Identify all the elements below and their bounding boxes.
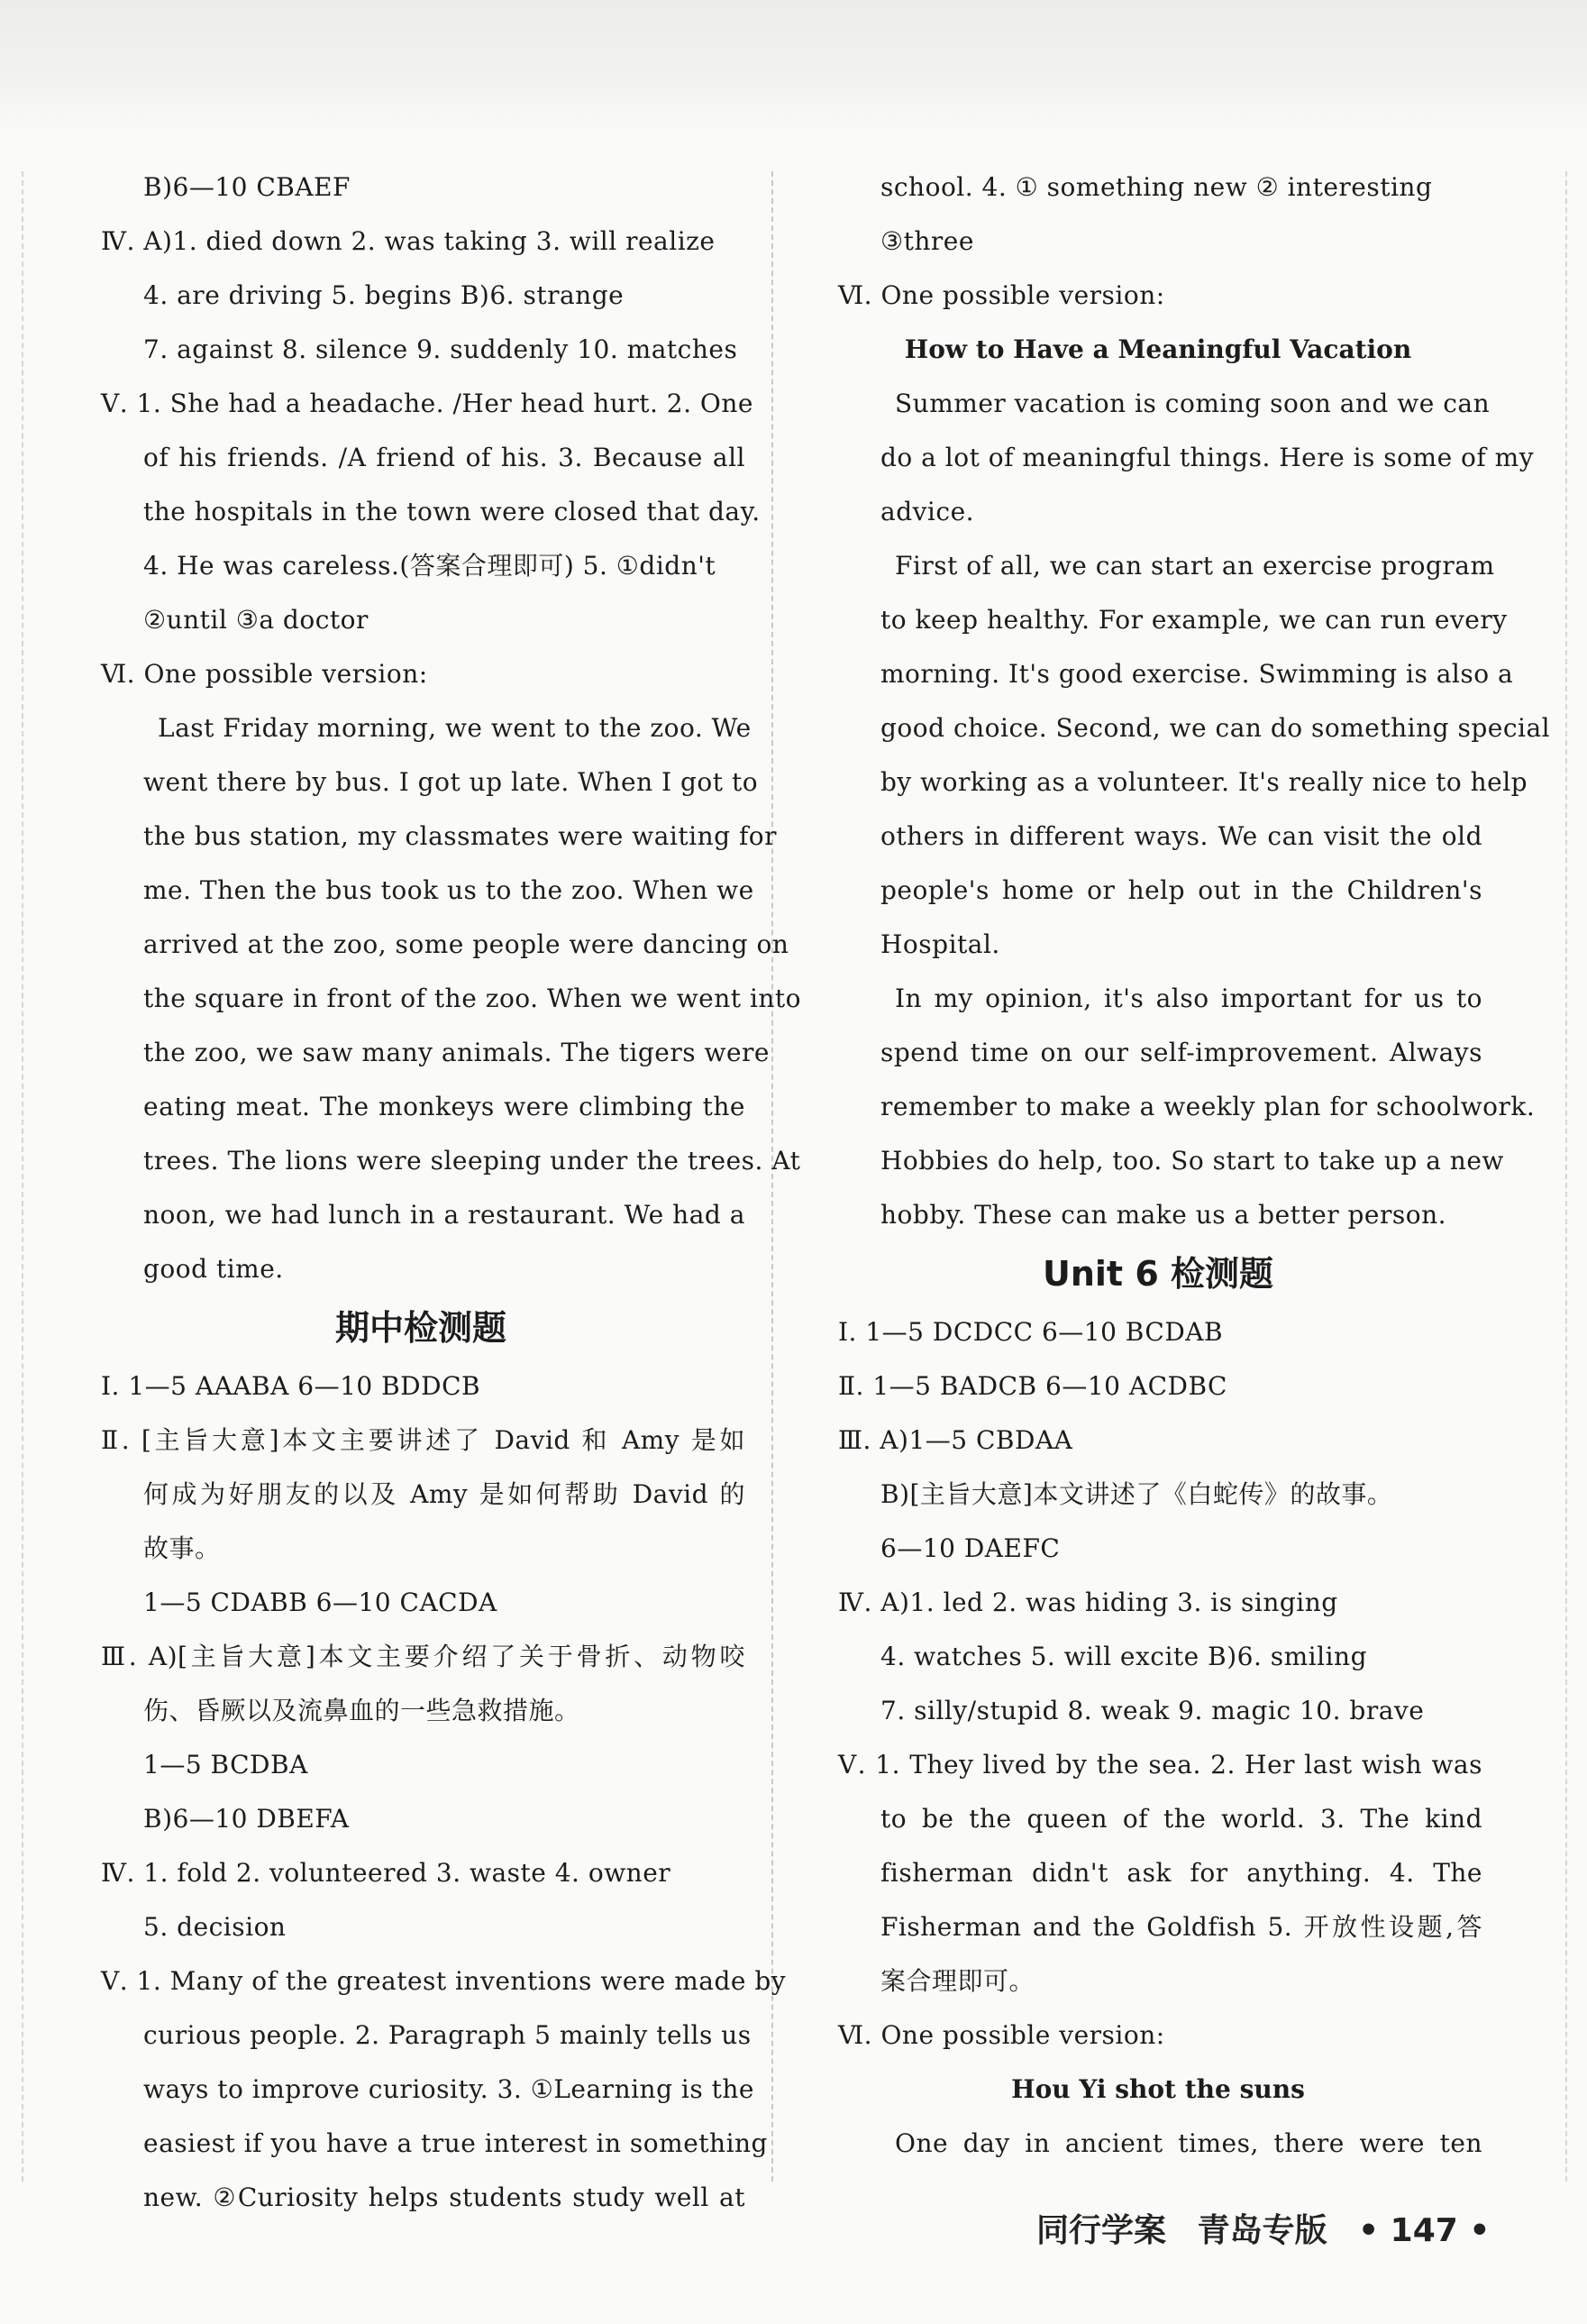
right-column-line: school. 4. ① something new ② interesting — [880, 172, 1433, 202]
footer-edition: 青岛专版 — [1197, 2212, 1327, 2249]
left-column-line: easiest if you have a true interest in something — [143, 2128, 768, 2158]
left-column-line: 5. decision — [143, 1912, 287, 1942]
left-column-line: B)6—10 CBAEF — [143, 172, 351, 202]
left-column-line: Ⅴ. 1. Many of the greatest inventions were made by — [101, 1966, 787, 1996]
right-column-heading: How to Have a Meaningful Vacation — [904, 334, 1412, 364]
left-column-line: the bus station, my classmates were waiting for — [143, 821, 778, 851]
right-column-line: 6—10 DAEFC — [880, 1533, 1061, 1563]
left-page-edge — [22, 171, 23, 2182]
left-column-line: Ⅰ. 1—5 AAABA 6—10 BDDCB — [101, 1371, 481, 1401]
right-column-line: Ⅲ. A)1—5 CBDAA — [838, 1425, 1073, 1455]
page-number: • 147 • — [1358, 2212, 1491, 2249]
left-column-line: me. Then the bus took us to the zoo. When we — [143, 875, 754, 905]
right-column-line: people's home or help out in the Children's — [880, 875, 1482, 905]
right-column-line: ③three — [880, 226, 974, 256]
left-column-line: curious people. 2. Paragraph 5 mainly tells us — [143, 2020, 752, 2050]
left-column-line: good time. — [143, 1254, 284, 1284]
right-column-line: good choice. Second, we can do something special — [880, 713, 1551, 743]
left-column-line: B)6—10 DBEFA — [143, 1804, 350, 1834]
left-column-line: 4. are driving 5. begins B)6. strange — [143, 280, 625, 310]
left-column-line: the hospitals in the town were closed that day. — [143, 497, 761, 526]
left-column-line: ②until ③a doctor — [143, 605, 369, 635]
left-column-line: 1—5 CDABB 6—10 CACDA — [143, 1587, 497, 1617]
left-column-line: the square in front of the zoo. When we went into — [143, 984, 802, 1013]
left-column-line: Ⅴ. 1. She had a headache. /Her head hurt. 2. One — [101, 389, 753, 418]
left-column-line: Ⅳ. A)1. died down 2. was taking 3. will realize — [101, 226, 716, 256]
left-column-line: of his friends. /A friend of his. 3. Because all — [143, 443, 745, 472]
right-column-line: to keep healthy. For example, we can run every — [880, 605, 1508, 635]
right-column-line: Ⅴ. 1. They lived by the sea. 2. Her last wish was — [838, 1750, 1482, 1780]
left-column-line: 故事。 — [143, 1533, 221, 1563]
left-column-line: 伤、昏厥以及流鼻血的一些急救措施。 — [143, 1696, 580, 1725]
right-column-line: Summer vacation is coming soon and we can — [895, 389, 1491, 418]
left-column-line: Ⅱ. [主旨大意]本文主要讲述了 David 和 Amy 是如 — [101, 1425, 745, 1455]
left-column — [96, 160, 802, 2225]
right-column-line: Hospital. — [880, 929, 1000, 959]
right-column-line: One day in ancient times, there were ten — [895, 2128, 1482, 2158]
left-column-line: the zoo, we saw many animals. The tigers were — [143, 1038, 770, 1067]
right-column-line: Ⅵ. One possible version: — [838, 280, 1165, 310]
left-column-line: Ⅳ. 1. fold 2. volunteered 3. waste 4. owner — [101, 1858, 671, 1888]
right-column-line: 4. watches 5. will excite B)6. smiling — [880, 1642, 1368, 1671]
right-page-edge — [1565, 171, 1567, 2182]
right-column-heading: Hou Yi shot the suns — [1011, 2074, 1305, 2104]
right-column-line: 7. silly/stupid 8. weak 9. magic 10. brave — [880, 1696, 1425, 1725]
left-column-line: 何成为好朋友的以及 Amy 是如何帮助 David 的 — [143, 1479, 745, 1509]
right-column-line: others in different ways. We can visit the old — [880, 821, 1482, 851]
right-column-line: In my opinion, it's also important for us to — [895, 984, 1482, 1013]
right-column-heading: Unit 6 检测题 — [1043, 1254, 1273, 1294]
right-column-line: Hobbies do help, too. So start to take up a new — [880, 1146, 1504, 1176]
left-column-line: Last Friday morning, we went to the zoo. We — [158, 713, 752, 743]
left-column-line: 4. He was careless.(答案合理即可) 5. ①didn't — [143, 551, 716, 581]
left-column-line: 1—5 BCDBA — [143, 1750, 308, 1780]
left-column-line: arrived at the zoo, some people were dancing on — [143, 929, 789, 959]
right-column-line: spend time on our self-improvement. Always — [880, 1038, 1482, 1067]
left-column-line: trees. The lions were sleeping under the trees. At — [143, 1146, 801, 1176]
right-column-line: Ⅳ. A)1. led 2. was hiding 3. is singing — [838, 1587, 1338, 1617]
left-column-line: new. ②Curiosity helps students study well at — [143, 2182, 745, 2212]
left-column-heading: 期中检测题 — [334, 1308, 506, 1348]
right-column-line: Ⅰ. 1—5 DCDCC 6—10 BCDAB — [838, 1317, 1224, 1347]
right-column-line: to be the queen of the world. 3. The kind — [880, 1804, 1482, 1834]
left-column-line: ways to improve curiosity. 3. ①Learning is the — [143, 2074, 754, 2104]
right-column-line: Ⅵ. One possible version: — [838, 2020, 1165, 2050]
right-column-line: Fisherman and the Goldfish 5. 开放性设题,答 — [880, 1912, 1482, 1942]
scan-shadow-band — [0, 0, 1587, 135]
left-column-line: 7. against 8. silence 9. suddenly 10. matches — [143, 334, 738, 364]
footer-brand: 同行学案 — [1036, 2212, 1167, 2249]
left-column-line: went there by bus. I got up late. When I got to — [143, 767, 759, 797]
right-column-line: First of all, we can start an exercise program — [895, 551, 1495, 581]
right-column-line: Ⅱ. 1—5 BADCB 6—10 ACDBC — [838, 1371, 1227, 1401]
right-column-line: morning. It's good exercise. Swimming is also a — [880, 659, 1514, 689]
right-column-line: by working as a volunteer. It's really nice to help — [880, 767, 1528, 797]
right-column-line: do a lot of meaningful things. Here is some of my — [880, 443, 1535, 472]
right-column-line: hobby. These can make us a better person. — [880, 1200, 1447, 1230]
right-column — [834, 160, 1551, 2171]
left-column-line: eating meat. The monkeys were climbing the — [143, 1092, 745, 1121]
right-column-line: remember to make a weekly plan for schoolwork. — [880, 1092, 1536, 1121]
left-column-line: Ⅲ. A)[主旨大意]本文主要介绍了关于骨折、动物咬 — [101, 1642, 745, 1671]
left-column-line: Ⅵ. One possible version: — [101, 659, 428, 689]
left-column-line: noon, we had lunch in a restaurant. We had a — [143, 1200, 745, 1230]
right-column-line: advice. — [880, 497, 975, 526]
page-footer — [1036, 2200, 1523, 2263]
right-column-line: fisherman didn't ask for anything. 4. The — [880, 1858, 1482, 1888]
right-column-line: B)[主旨大意]本文讲述了《白蛇传》的故事。 — [880, 1479, 1393, 1509]
right-column-line: 案合理即可。 — [880, 1966, 1035, 1996]
